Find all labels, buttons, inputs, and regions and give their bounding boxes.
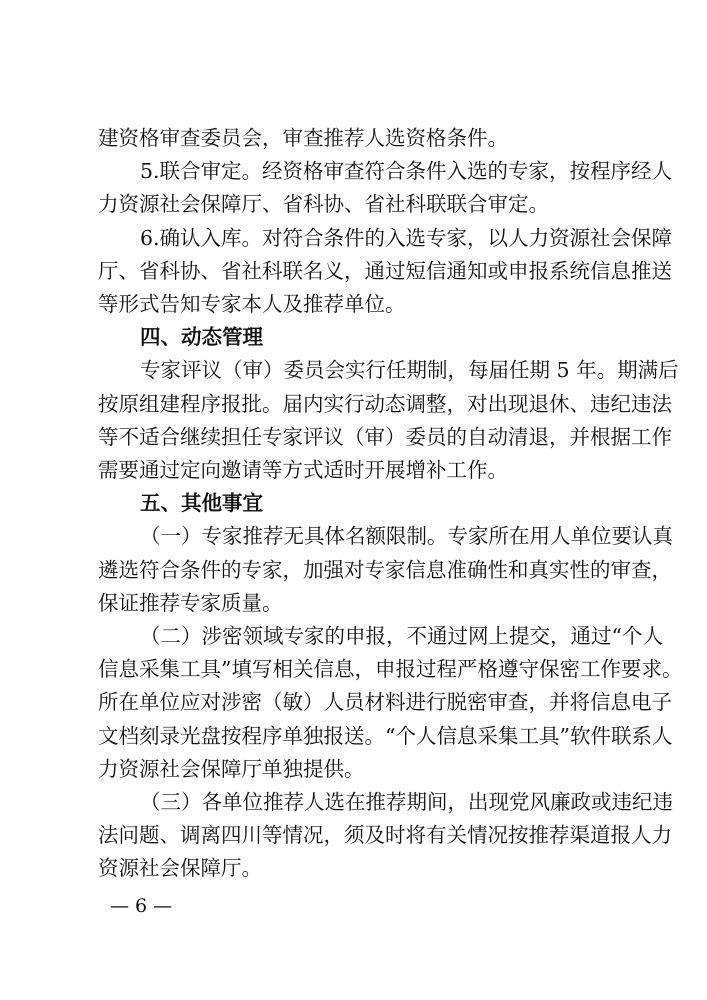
text-line: 6.确认入库。对符合条件的入选专家，以人力资源社会保障 [140,225,673,250]
page-number: — 6 — [110,894,173,917]
text-line: 法问题、调离四川等情况，须及时将有关情况按推荐渠道报人力 [98,823,672,848]
text-line: 专家评议（审）委员会实行任期制，每届任期 5 年。期满后 [140,358,679,383]
text-line: 所在单位应对涉密（敏）人员材料进行脱密审查，并将信息电子 [98,690,672,715]
text-line: 建资格审查委员会，审查推荐人选资格条件。 [98,126,508,150]
text-line: 按原组建程序报批。届内实行动态调整，对出现退休、违纪违法 [98,391,672,416]
text-line: （一）专家推荐无具体名额限制。专家所在用人单位要认真 [140,524,673,549]
text-line: （三）各单位推荐人选在推荐期间，出现党风廉政或违纪违 [140,790,673,814]
text-line: 保证推荐专家质量。 [98,590,283,615]
text-line: 等形式告知专家本人及推荐单位。 [98,292,406,316]
text-line: 5.联合审定。经资格审查符合条件入选的专家，按程序经人 [140,159,673,184]
text-line: （二）涉密领域专家的申报，不通过网上提交，通过“个人 [140,624,663,648]
section-heading: 四、动态管理 [140,325,263,350]
text-line: 力资源社会保障厅单独提供。 [98,756,365,781]
text-line: 遴选符合条件的专家，加强对专家信息准确性和真实性的审查， [98,557,672,582]
section-heading: 五、其他事宜 [140,491,263,516]
text-line: 厅、省科协、省社科联名义，通过短信通知或申报系统信息推送 [98,258,672,283]
text-line: 需要通过定向邀请等方式适时开展增补工作。 [98,458,508,482]
text-line: 文档刻录光盘按程序单独报送。“个人信息采集工具”软件联系人 [98,723,673,748]
text-line: 信息采集工具”填写相关信息，申报过程严格遵守保密工作要求。 [98,657,683,682]
text-line: 力资源社会保障厅、省科协、省社科联联合审定。 [98,192,549,217]
text-line: 等不适合继续担任专家评议（审）委员的自动清退，并根据工作 [98,424,672,449]
text-line: 资源社会保障厅。 [98,856,262,881]
